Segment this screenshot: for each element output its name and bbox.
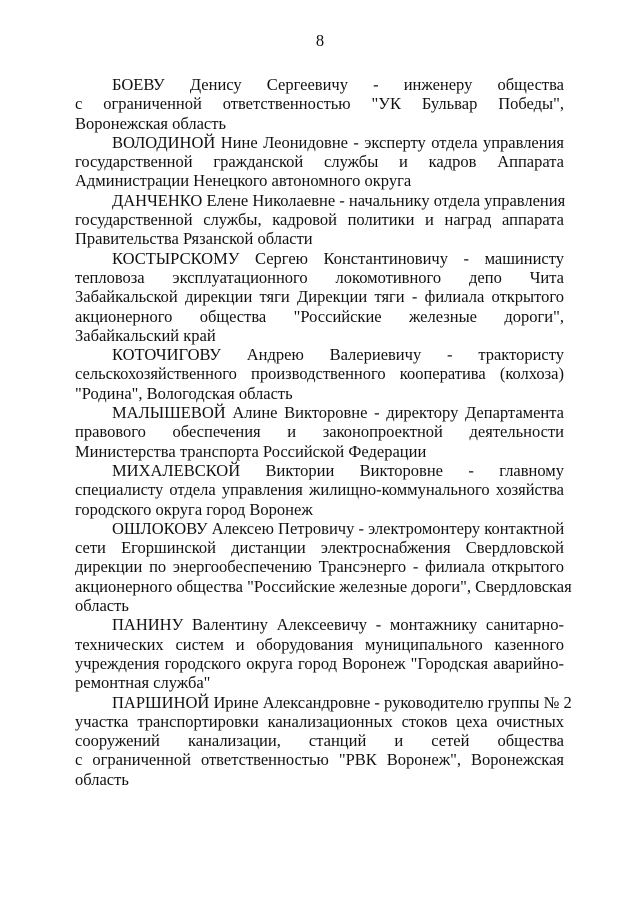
entry-line: сети Егоршинской дистанции электроснабжения Свердловской (75, 538, 564, 558)
entry-line: ПАНИНУ Валентину Алексеевичу - монтажнику санитарно- (112, 615, 564, 635)
list-entry (75, 191, 564, 249)
entry-line: участка транспортировки канализационных стоков цеха очистных (75, 711, 564, 731)
list-entry (75, 249, 564, 345)
entry-line: Администрации Ненецкого автономного округа (75, 171, 412, 191)
list-entry (75, 403, 564, 461)
list-entry (75, 345, 564, 403)
entry-line: "Родина", Вологодская область (75, 383, 293, 403)
entry-line: область (75, 769, 129, 789)
entry-line: акционерного общества "Российские железные дороги", Свердловская (75, 576, 572, 596)
entry-line: МИХАЛЕВСКОЙ Виктории Викторовне - главному (112, 460, 564, 480)
list-entry (75, 615, 564, 692)
entry-line: государственной гражданской службы и кадров Аппарата (75, 152, 564, 172)
page-number: 8 (315, 31, 325, 50)
entry-line: специалисту отдела управления жилищно-коммунального хозяйства (75, 480, 564, 500)
entry-line: дирекции по энергообеспечению Трансэнерго - филиала открытого (75, 557, 564, 577)
entry-line: ВОЛОДИНОЙ Нине Леонидовне - эксперту отдела управления (112, 132, 564, 152)
entry-line: тепловоза эксплуатационного локомотивного депо Чита (75, 267, 564, 287)
award-list (75, 75, 572, 789)
entry-line: ОШЛОКОВУ Алексею Петровичу - электромонтеру контактной (112, 518, 565, 538)
entry-line: правового обеспечения и законопроектной деятельности (75, 422, 564, 442)
entry-line: городского округа город Воронеж (75, 499, 313, 519)
entry-line: акционерного общества "Российские железные дороги", (75, 306, 564, 326)
entry-line: Воронежская область (75, 113, 226, 133)
entry-line: БОЕВУ Денису Сергеевичу - инженеру общества (112, 75, 564, 94)
entry-line: ремонтная служба" (75, 673, 211, 693)
entry-line: ДАНЧЕНКО Елене Николаевне - начальнику отдела управления (112, 190, 566, 210)
entry-line: сельскохозяйственного производственного кооператива (колхоза) (75, 364, 564, 384)
entry-line: МАЛЫШЕВОЙ Алине Викторовне - директору Департамента (112, 403, 564, 423)
entry-line: область (75, 596, 129, 616)
entry-line: технических систем и оборудования муниципального казенного (75, 634, 564, 654)
entry-line: сооружений канализации, станций и сетей общества (75, 731, 564, 751)
entry-line: ПАРШИНОЙ Ирине Александровне - руководителю группы № 2 (112, 692, 572, 712)
list-entry (75, 75, 564, 133)
entry-line: Министерства транспорта Российской Федерации (75, 441, 427, 461)
entry-line: Правительства Рязанской области (75, 229, 313, 249)
entry-line: с ограниченной ответственностью "РВК Воронеж", Воронежская (75, 750, 564, 770)
entry-line: Забайкальской дирекции тяги Дирекции тяги - филиала открытого (75, 287, 564, 307)
entry-line: с ограниченной ответственностью "УК Бульвар Победы", (75, 94, 564, 114)
entry-line: учреждения городского округа город Воронеж "Городская аварийно- (75, 653, 564, 673)
list-entry (75, 461, 564, 519)
list-entry (75, 518, 572, 616)
entry-line: Забайкальский край (75, 325, 216, 345)
entry-line: государственной службы, кадровой политики и наград аппарата (75, 210, 564, 230)
list-entry (75, 133, 564, 191)
list-entry (75, 692, 572, 789)
entry-line: КОСТЫРСКОМУ Сергею Константиновичу - машинисту (112, 248, 564, 268)
entry-line: КОТОЧИГОВУ Андрею Валериевичу - трактористу (112, 345, 564, 365)
